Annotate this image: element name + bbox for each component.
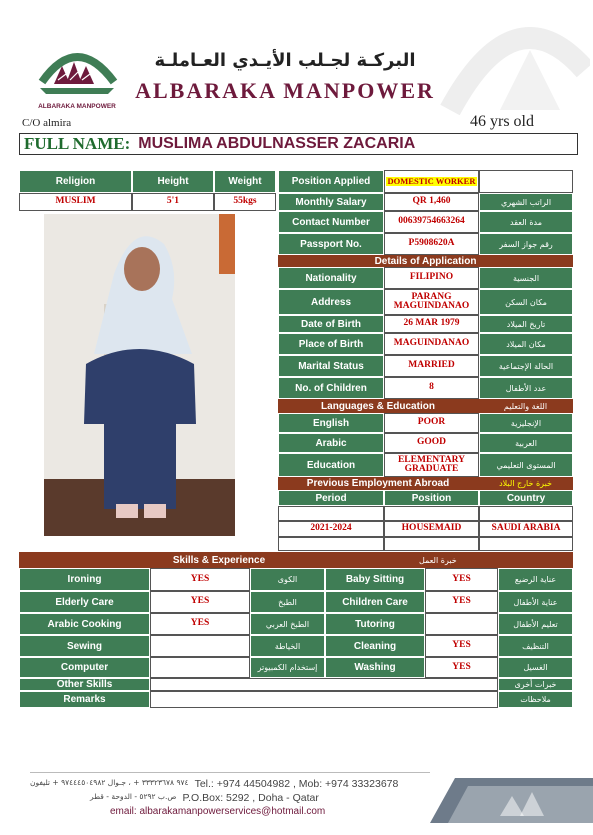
skills-title-text: Skills & Experience [172,554,266,566]
info-label: Passport No. [278,233,384,255]
skill-label-ar: الطبخ [250,591,325,613]
skill-label-ar: تعليم الأطفال [498,613,573,635]
company-logo [32,40,122,110]
full-name-box [19,133,578,155]
employment-title-text: Previous Employment Abroad [306,478,450,489]
skill-label: Cleaning [325,635,425,657]
language-label: Education [278,453,384,477]
employment-country: SAUDI ARABIA [479,521,573,537]
info-value: QR 1,460 [384,193,479,211]
detail-label: Nationality [278,267,384,289]
position-value-text: DOMESTIC WORKER [387,176,476,187]
languages-title-ar: اللغة والتعليم [503,401,548,411]
position-label: Position Applied [278,170,384,193]
skill-label-ar: عناية الرضيع [498,568,573,591]
religion-label: Religion [19,170,132,193]
skill-label: Elderly Care [19,591,150,613]
weight-label: Weight [214,170,276,193]
skill-label-ar: الكوى [250,568,325,591]
other-skills-label-ar: خبرات أخرى [498,678,573,691]
position-value [384,170,479,193]
footer-address: P.O.Box: 5292 , Doha - Qatar [182,792,319,804]
employment-period [278,506,384,521]
position-extra-cell [479,170,573,193]
detail-label: Place of Birth [278,333,384,355]
detail-label-ar: مكان الميلاد [479,333,573,355]
skill-value [150,635,250,657]
other-skills-value [150,678,498,691]
weight-value: 55kgs [214,193,276,211]
detail-value: MARRIED [384,355,479,377]
info-label: Monthly Salary [278,193,384,211]
skill-value: YES [425,635,498,657]
skill-value: YES [150,568,250,591]
detail-value: FILIPINO [384,267,479,289]
skill-label-ar: التنظيف [498,635,573,657]
care-of: C/O almira [22,117,72,129]
company-name: ALBARAKA MANPOWER [135,78,435,103]
height-value: 5'1 [132,193,214,211]
skill-label: Computer [19,657,150,678]
employment-period: 2021-2024 [278,521,384,537]
employment-country [479,506,573,521]
employment-position: HOUSEMAID [384,521,479,537]
skill-value: YES [150,591,250,613]
skills-title-ar: خبرة العمل [419,555,457,565]
footer-divider [30,772,430,773]
skill-label: Tutoring [325,613,425,635]
religion-value: MUSLIM [19,193,132,211]
language-label: English [278,413,384,433]
skill-value: YES [425,657,498,678]
language-label: Arabic [278,433,384,453]
language-value: GOOD [384,433,479,453]
age: 46 yrs old [470,113,534,130]
language-label-ar: العربية [479,433,573,453]
details-title: Details of Application [278,255,573,267]
detail-label-ar: عدد الأطفال [479,377,573,399]
detail-label: Address [278,289,384,315]
skill-label: Arabic Cooking [19,613,150,635]
employment-title-ar: خبرة خارج البلاد [499,479,552,488]
skill-label: Washing [325,657,425,678]
logo-caption: ALBARAKA MANPOWER [38,103,116,110]
info-value: P5908620A [384,233,479,255]
detail-value: PARANG MAGUINDANAO [384,289,479,315]
info-label-ar: رقم جواز السفر [479,233,573,255]
detail-label: Marital Status [278,355,384,377]
skills-title [19,552,573,568]
detail-label: No. of Children [278,377,384,399]
info-label-ar: الراتب الشهري [479,193,573,211]
employment-header-country: Country [479,490,573,506]
skill-value [425,613,498,635]
employment-position [384,506,479,521]
languages-title-text: Languages & Education [321,400,435,412]
footer-address-ar: ص.ب ٥٢٩٢ - الدوحة - قطر [90,792,177,801]
full-name-label: FULL NAME: [24,134,131,153]
detail-label: Date of Birth [278,315,384,333]
skill-label-ar: عناية الأطفال [498,591,573,613]
employment-title [278,477,573,490]
skill-value: YES [425,568,498,591]
skill-value: YES [150,613,250,635]
remarks-label-ar: ملاحظات [498,691,573,708]
skill-value [150,657,250,678]
height-label: Height [132,170,214,193]
footer-phone-ar: ٩٧٤ ٣٣٣٢٣٦٧٨ + ، جـوال ٩٧٤٤٤٥٠٤٩٨٢ + تليفون [30,778,189,787]
info-value: 00639754663264 [384,211,479,233]
skill-label-ar: إستخدام الكمبيوتر [250,657,325,678]
footer-contact [30,778,430,817]
info-label-ar: مدة العقد [479,211,573,233]
language-value: POOR [384,413,479,433]
employment-country [479,537,573,551]
skill-label: Baby Sitting [325,568,425,591]
remarks-value [150,691,498,708]
skill-label: Children Care [325,591,425,613]
header-watermark [440,10,590,115]
employment-header-position: Position [384,490,479,506]
detail-label-ar: مكان السكن [479,289,573,315]
footer-decoration [430,778,593,823]
skill-value: YES [425,591,498,613]
other-skills-label: Other Skills [19,678,150,691]
language-label-ar: المستوى التعليمي [479,453,573,477]
full-name-value: MUSLIMA ABDULNASSER ZACARIA [138,135,416,152]
company-name-arabic: البركـة لجـلب الأيـدي العـاملـة [154,50,416,71]
skill-label: Ironing [19,568,150,591]
info-label: Contact Number [278,211,384,233]
skill-label-ar: الغسيل [498,657,573,678]
skill-label-ar: الخياطة [250,635,325,657]
detail-value: MAGUINDANAO [384,333,479,355]
detail-label-ar: تاريخ الميلاد [479,315,573,333]
remarks-label: Remarks [19,691,150,708]
skill-label: Sewing [19,635,150,657]
applicant-photo [44,214,235,536]
employment-header-period: Period [278,490,384,506]
skill-label-ar: الطبخ العربي [250,613,325,635]
detail-value: 8 [384,377,479,399]
footer-email[interactable]: email: albarakamanpowerservices@hotmail.com [110,806,326,817]
employment-position [384,537,479,551]
footer-phone: Tel.: +974 44504982 , Mob: +974 33323678 [194,778,399,790]
languages-title [278,399,573,413]
detail-label-ar: الحالة الإجتماعية [479,355,573,377]
language-label-ar: الإنجليزية [479,413,573,433]
detail-label-ar: الجنسية [479,267,573,289]
language-value: ELEMENTARY GRADUATE [384,453,479,477]
detail-value: 26 MAR 1979 [384,315,479,333]
employment-period [278,537,384,551]
